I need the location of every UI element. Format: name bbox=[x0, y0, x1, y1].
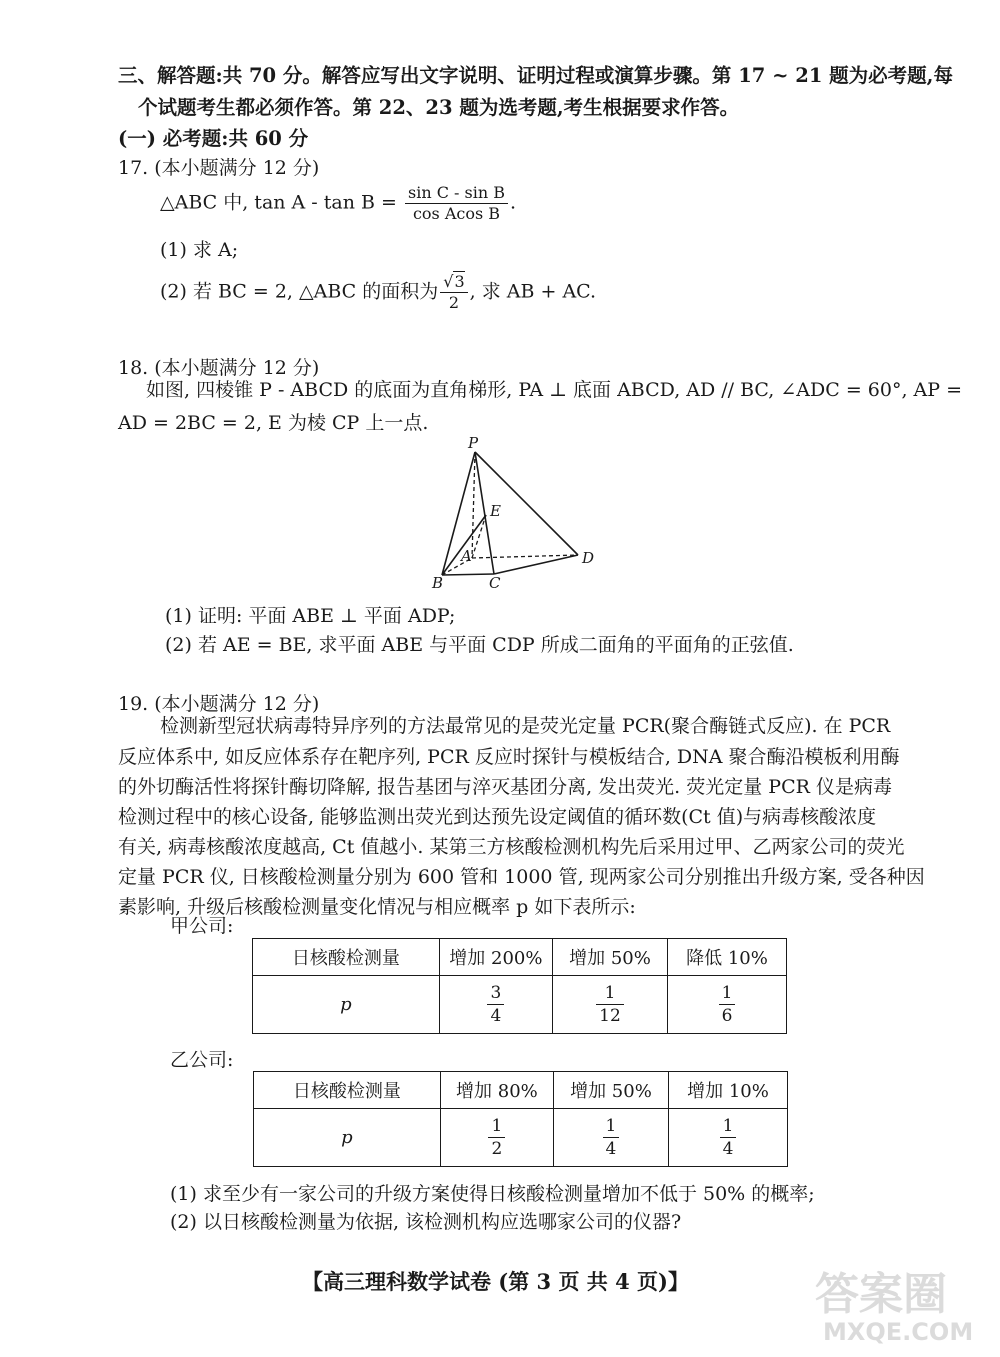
frac-den: 4 bbox=[490, 1006, 502, 1026]
table-b-row-label: p bbox=[254, 1109, 441, 1167]
frac-den: 2 bbox=[491, 1139, 503, 1159]
q17-part2-prefix: (2) 若 BC = 2, △ABC 的面积为 bbox=[160, 280, 439, 303]
q19-part2: (2) 以日核酸检测量为依据, 该检测机构应选哪家公司的仪器? bbox=[170, 1211, 682, 1233]
label-D: D bbox=[582, 549, 595, 567]
table-b-header-row bbox=[254, 1072, 788, 1109]
table-b-header-cell: 增加 50% bbox=[553, 1072, 668, 1109]
q19-line3: 的外切酶活性将探针酶切降解, 报告基团与淬灭基团分离, 发出荧光. 荧光定量 PCR 仪是病毒 bbox=[118, 776, 892, 798]
table-a-header-cell: 增加 50% bbox=[552, 939, 667, 976]
watermark-logo: 答案圈 bbox=[815, 1269, 947, 1320]
pyramid-figure bbox=[420, 430, 610, 595]
table-a-header-cell: 降低 10% bbox=[667, 939, 786, 976]
q17-title: 17. (本小题满分 12 分) bbox=[118, 157, 320, 179]
label-P: P bbox=[468, 434, 479, 452]
table-company-a bbox=[252, 938, 787, 1034]
company-a-label: 甲公司: bbox=[170, 915, 234, 937]
q17-part2-suffix: , 求 AB + AC. bbox=[469, 280, 597, 303]
q19-line4: 检测过程中的核心设备, 能够监测出荧光到达预先设定阈值的循环数(Ct 值)与病毒核酸浓度 bbox=[118, 806, 877, 828]
frac-den: 4 bbox=[722, 1139, 734, 1159]
table-b-cell bbox=[440, 1109, 553, 1167]
q18-part1: (1) 证明: 平面 ABE ⊥ 平面 ADP; bbox=[165, 605, 456, 627]
q17-part2 bbox=[160, 272, 596, 313]
table-b-cell bbox=[553, 1109, 668, 1167]
frac-num: 3 bbox=[487, 982, 504, 1005]
frac-den: 6 bbox=[721, 1006, 733, 1026]
table-b-header-cell: 增加 10% bbox=[668, 1072, 787, 1109]
q18-stem-line1: 如图, 四棱锥 P - ABCD 的底面为直角梯形, PA ⊥ 底面 ABCD, AD // BC, ∠ADC = 60°, AP = bbox=[146, 379, 963, 401]
frac-num: 1 bbox=[596, 982, 624, 1005]
frac-num: 1 bbox=[719, 982, 736, 1005]
section-heading-line2: 个试题考生都必须作答。第 22、23 题为选考题,考生根据要求作答。 bbox=[138, 96, 740, 119]
frac-den: 12 bbox=[599, 1006, 621, 1026]
section-heading-line1: 三、解答题:共 70 分。解答应写出文字说明、证明过程或演算步骤。第 17 ~ 21 题为必考题,每 bbox=[118, 64, 953, 87]
table-b-header-cell: 日核酸检测量 bbox=[254, 1072, 441, 1109]
frac-num: 1 bbox=[488, 1115, 505, 1138]
table-b-cell bbox=[668, 1109, 787, 1167]
edge-BC bbox=[442, 574, 494, 575]
label-B: B bbox=[432, 574, 444, 592]
frac-den: 4 bbox=[605, 1139, 617, 1159]
table-a-cell bbox=[552, 976, 667, 1034]
table-b-header-cell: 增加 80% bbox=[440, 1072, 553, 1109]
q17-stem-prefix: △ABC 中, tan A - tan B = bbox=[160, 191, 397, 214]
q19-part1: (1) 求至少有一家公司的升级方案使得日核酸检测量增加不低于 50% 的概率; bbox=[170, 1183, 815, 1205]
q19-line2: 反应体系中, 如反应体系存在靶序列, PCR 反应时探针与模板结合, DNA 聚合酶沿模板利用酶 bbox=[118, 746, 900, 768]
q17-stem bbox=[160, 183, 516, 224]
q18-stem-line2: AD = 2BC = 2, E 为棱 CP 上一点. bbox=[118, 412, 429, 434]
q18-title: 18. (本小题满分 12 分) bbox=[118, 357, 320, 379]
edge-CD bbox=[494, 555, 578, 574]
edge-AD bbox=[472, 555, 578, 558]
table-a-cell bbox=[667, 976, 786, 1034]
table-a-row-label: p bbox=[253, 976, 440, 1034]
q17-part2-den: 2 bbox=[448, 293, 460, 312]
company-b-label: 乙公司: bbox=[170, 1049, 234, 1071]
table-a-prob-row bbox=[253, 976, 787, 1034]
q17-frac-num: sin C - sin B bbox=[405, 183, 508, 204]
q17-part2-num: 3 bbox=[454, 272, 465, 291]
edge-AE bbox=[472, 515, 486, 558]
label-C: C bbox=[489, 574, 501, 592]
q17-fraction bbox=[405, 183, 508, 224]
edge-BE bbox=[442, 515, 486, 575]
label-E: E bbox=[490, 502, 501, 520]
table-b-prob-row bbox=[254, 1109, 788, 1167]
watermark-url: MXQE.COM bbox=[823, 1318, 974, 1346]
q17-stem-suffix: . bbox=[510, 191, 517, 214]
table-a-header-row bbox=[253, 939, 787, 976]
q17-frac-den: cos Acos B bbox=[412, 204, 501, 223]
table-company-b bbox=[253, 1071, 788, 1167]
table-a-header-cell: 增加 200% bbox=[439, 939, 552, 976]
q18-part2: (2) 若 AE = BE, 求平面 ABE 与平面 CDP 所成二面角的平面角的正弦值. bbox=[165, 634, 794, 656]
label-A: A bbox=[461, 547, 472, 565]
frac-num: 1 bbox=[720, 1115, 737, 1138]
q19-title: 19. (本小题满分 12 分) bbox=[118, 693, 320, 715]
q17-part1: (1) 求 A; bbox=[160, 239, 239, 261]
edge-PA bbox=[472, 452, 475, 558]
table-a-header-cell: 日核酸检测量 bbox=[253, 939, 440, 976]
table-a-cell bbox=[439, 976, 552, 1034]
q19-line5: 有关, 病毒核酸浓度越高, Ct 值越小. 某第三方核酸检测机构先后采用过甲、乙两家公司的荧光 bbox=[118, 836, 905, 858]
q19-line7: 素影响, 升级后核酸检测量变化情况与相应概率 p 如下表所示: bbox=[118, 896, 636, 918]
section-subheading: (一) 必考题:共 60 分 bbox=[118, 127, 309, 150]
frac-num: 1 bbox=[603, 1115, 620, 1138]
q19-line6: 定量 PCR 仪, 日核酸检测量分别为 600 管和 1000 管, 现两家公司分别推出升级方案, 受各种因 bbox=[118, 866, 925, 888]
q19-line1: 检测新型冠状病毒特异序列的方法最常见的是荧光定量 PCR(聚合酶链式反应). 在 PCR bbox=[160, 715, 891, 737]
page-footer: 【高三理科数学试卷 (第 3 页 共 4 页)】 bbox=[302, 1269, 689, 1294]
q17-part2-fraction: $\frac{√3}{2}$ bbox=[440, 272, 467, 313]
